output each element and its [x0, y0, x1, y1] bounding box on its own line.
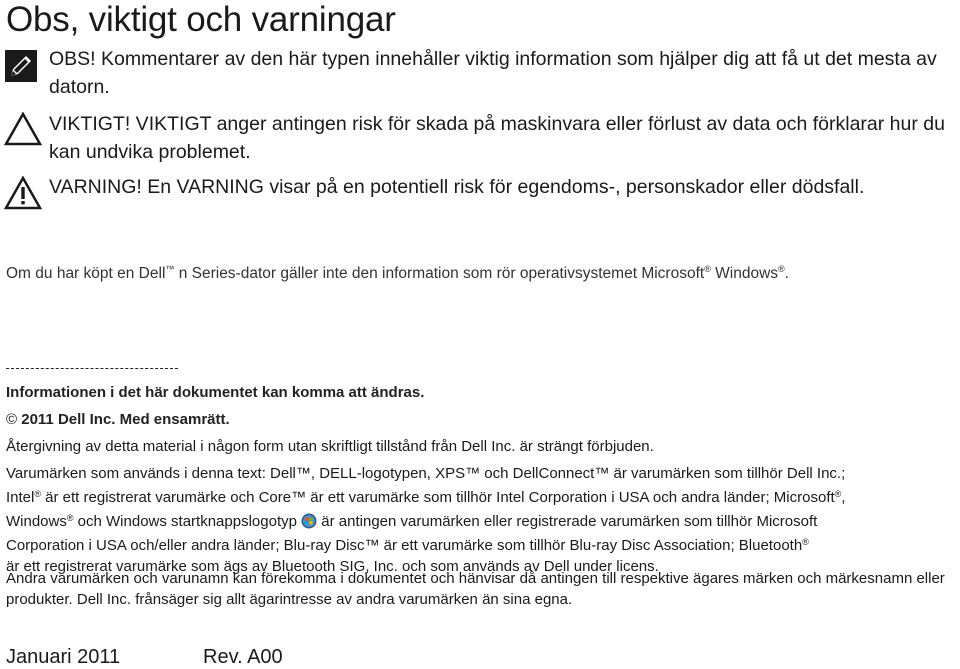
note-text: OBS! Kommentarer av den här typen innehåller viktig information som hjälper dig att få ut det mesta av datorn.: [49, 48, 937, 98]
page-title: Obs, viktigt och varningar: [6, 0, 396, 39]
os-info-note: Om du har köpt en Dell™ n Series-dator gäller inte den information som rör operativsystemet Microsoft® Windows®.: [6, 264, 789, 282]
other-trademarks-notice: Andra varumärken och varunamn kan förekomma i dokumentet och hänvisar då antingen till respektive ägares märken och märkesnamn eller produkter. Dell Inc. frånsäger sig allt ägarintresse av andra varumärken än sina egna.: [6, 570, 945, 608]
revision-label: Rev. A00: [203, 646, 283, 668]
change-notice: Informationen i det här dokumentet kan komma att ändras.: [6, 384, 425, 401]
caution-text: VIKTIGT! VIKTIGT anger antingen risk för skada på maskinvara eller förlust av data och förklarar hur du kan undvika problemet.: [49, 113, 945, 163]
note-pencil-icon: [4, 49, 38, 88]
copyright-line: © 2011 Dell Inc. Med ensamrätt.: [6, 411, 230, 428]
copyright-symbol: ©: [6, 411, 18, 428]
trademark-paragraph: Varumärken som används i denna text: Dell™, DELL-logotypen, XPS™ och DellConnect™ är varumärken som tillhör Dell Inc.; Intel® är ett registrerat varumärke och Core™ är ett varumärke som tillhör Intel Corporation i USA och andra länder; Microsoft®, Windows® och Windows startknappslogotyp är antingen varumärken eller registrerade varumärken som tillhör Microsoft Corporation i USA och/eller andra länder; Blu-ray Disc™ är ett varumärke som tillhör Blu-ray Disc Association; Bluetooth® är ett registrerat varumärke som ägs av Bluetooth SIG, Inc. och som används av Dell under licens.: [6, 465, 846, 575]
footer: [6, 646, 283, 669]
divider: [6, 368, 178, 369]
caution-triangle-icon: [4, 112, 42, 151]
windows-start-logo-icon: [301, 513, 317, 529]
warning-label: VARNING!: [49, 176, 142, 198]
caution-label: VIKTIGT!: [49, 113, 131, 135]
publication-date: Januari 2011: [6, 646, 121, 668]
note-label: OBS!: [49, 48, 96, 70]
warning-text: VARNING! En VARNING visar på en potentiell risk för egendoms-, personskador eller dödsfall.: [49, 176, 865, 198]
reproduction-notice: Återgivning av detta material i någon form utan skriftligt tillstånd från Dell Inc. är strängt förbjuden.: [6, 438, 654, 455]
warning-triangle-icon: [4, 176, 42, 215]
